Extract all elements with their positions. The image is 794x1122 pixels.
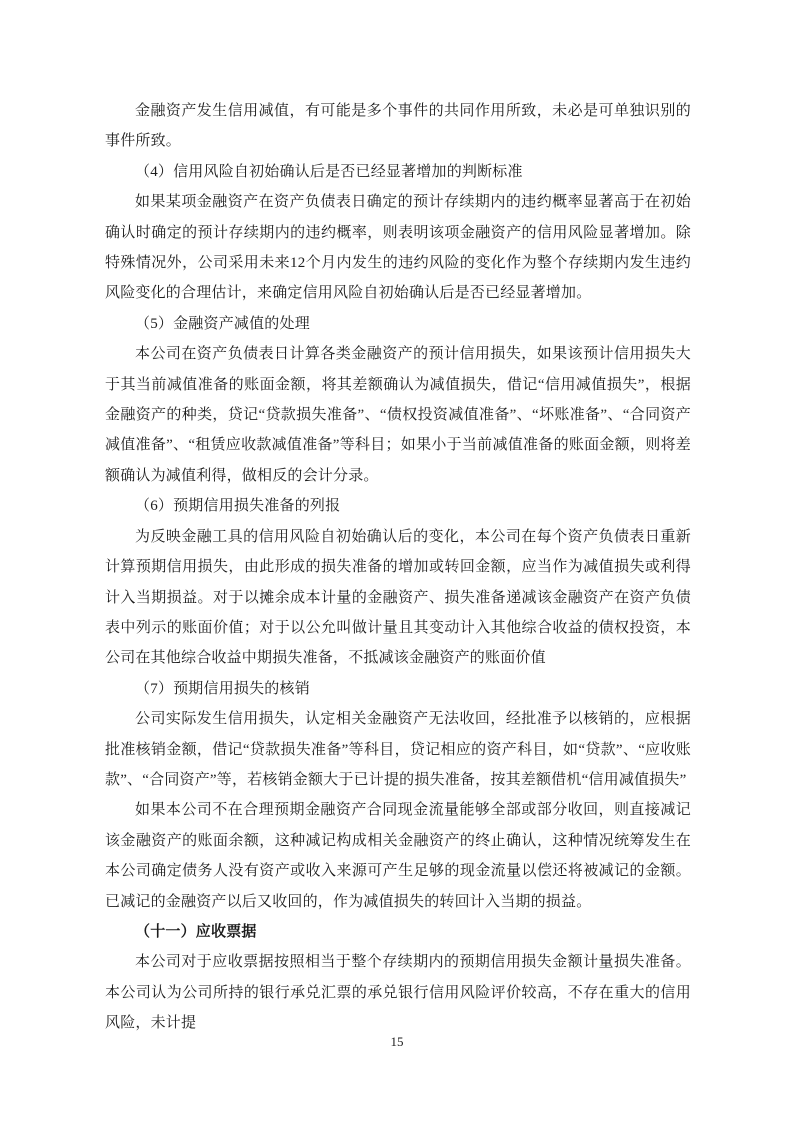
paragraph: 为反映金融工具的信用风险自初始确认后的变化，本公司在每个资产负债表日重新计算预期信用损失，由此形成的损失准备的增加或转回金额，应当作为减值损失或利得计入当期损益。对于以摊余成本计量的金融资产、损失准备递减该金融资产在资产负债表中列示的账面价值；对于以公允叫做计量且其变动计入其他综合收益的债权投资，本公司在其他综合收益中期损失准备，不抵减该金融资产的账面价值 bbox=[105, 528, 691, 667]
paragraph: 公司实际发生信用损失，认定相关金融资产无法收回，经批准予以核销的，应根据批准核销金额，借记“贷款损失准备”等科目，贷记相应的资产科目，如“贷款”、“应收账款”、“合同资产”等，若核销金额大于已计提的损失准备，按其差额借机“信用减值损失” bbox=[105, 711, 691, 788]
sub-item-heading: （7）预期信用损失的核销 bbox=[135, 680, 310, 697]
section-heading: （十一）应收票据 bbox=[135, 923, 257, 940]
page-number: 15 bbox=[390, 1034, 404, 1049]
paragraph: 如果某项金融资产在资产负债表日确定的预计存续期内的违约概率显著高于在初始确认时确定的预计存续期内的违约概率，则表明该项金融资产的信用风险显著增加。除特殊情况外，公司采用未来12个月内发生的违约风险的变化作为整个存续期内发生违约风险变化的合理估计，来确定信用风险自初始确认后是否已经显著增加。 bbox=[105, 194, 691, 302]
paragraph: 本公司对于应收票据按照相当于整个存续期内的预期信用损失金额计量损失准备。本公司认为公司所持的银行承兑汇票的承兑银行信用风险评价较高，不存在重大的信用风险，未计提 bbox=[105, 954, 691, 1032]
document-content bbox=[105, 96, 691, 1039]
sub-item-heading: （6）预期信用损失准备的列报 bbox=[135, 498, 341, 515]
paragraph: 本公司在资产负债表日计算各类金融资产的预计信用损失，如果该预计信用损失大于其当前减值准备的账面金额，将其差额确认为减值损失，借记“信用减值损失”，根据金融资产的种类，贷记“贷款损失准备”、“债权投资减值准备”、“坏账准备”、“合同资产减值准备”、“租赁应收款减值准备”等科目；如果小于当前减值准备的账面金额，则将差额确认为减值利得，做相反的会计分录。 bbox=[105, 346, 691, 484]
sub-item-heading: （5）金融资产减值的处理 bbox=[135, 315, 310, 332]
paragraph: 金融资产发生信用减值，有可能是多个事件的共同作用所致，未必是可单独识别的事件所致。 bbox=[105, 103, 691, 150]
paragraph: 如果本公司不在合理预期金融资产合同现金流量能够全部或部分收回，则直接减记该金融资产的账面余额，这种减记构成相关金融资产的终止确认，这种情况统筹发生在本公司确定债务人没有资产或收入来源可产生足够的现金流量以偿还将被减记的金额。已减记的金融资产以后又收回的，作为减值损失的转回计入当期的损益。 bbox=[105, 802, 691, 910]
sub-item-heading: （4）信用风险自初始确认后是否已经显著增加的判断标准 bbox=[135, 163, 523, 180]
